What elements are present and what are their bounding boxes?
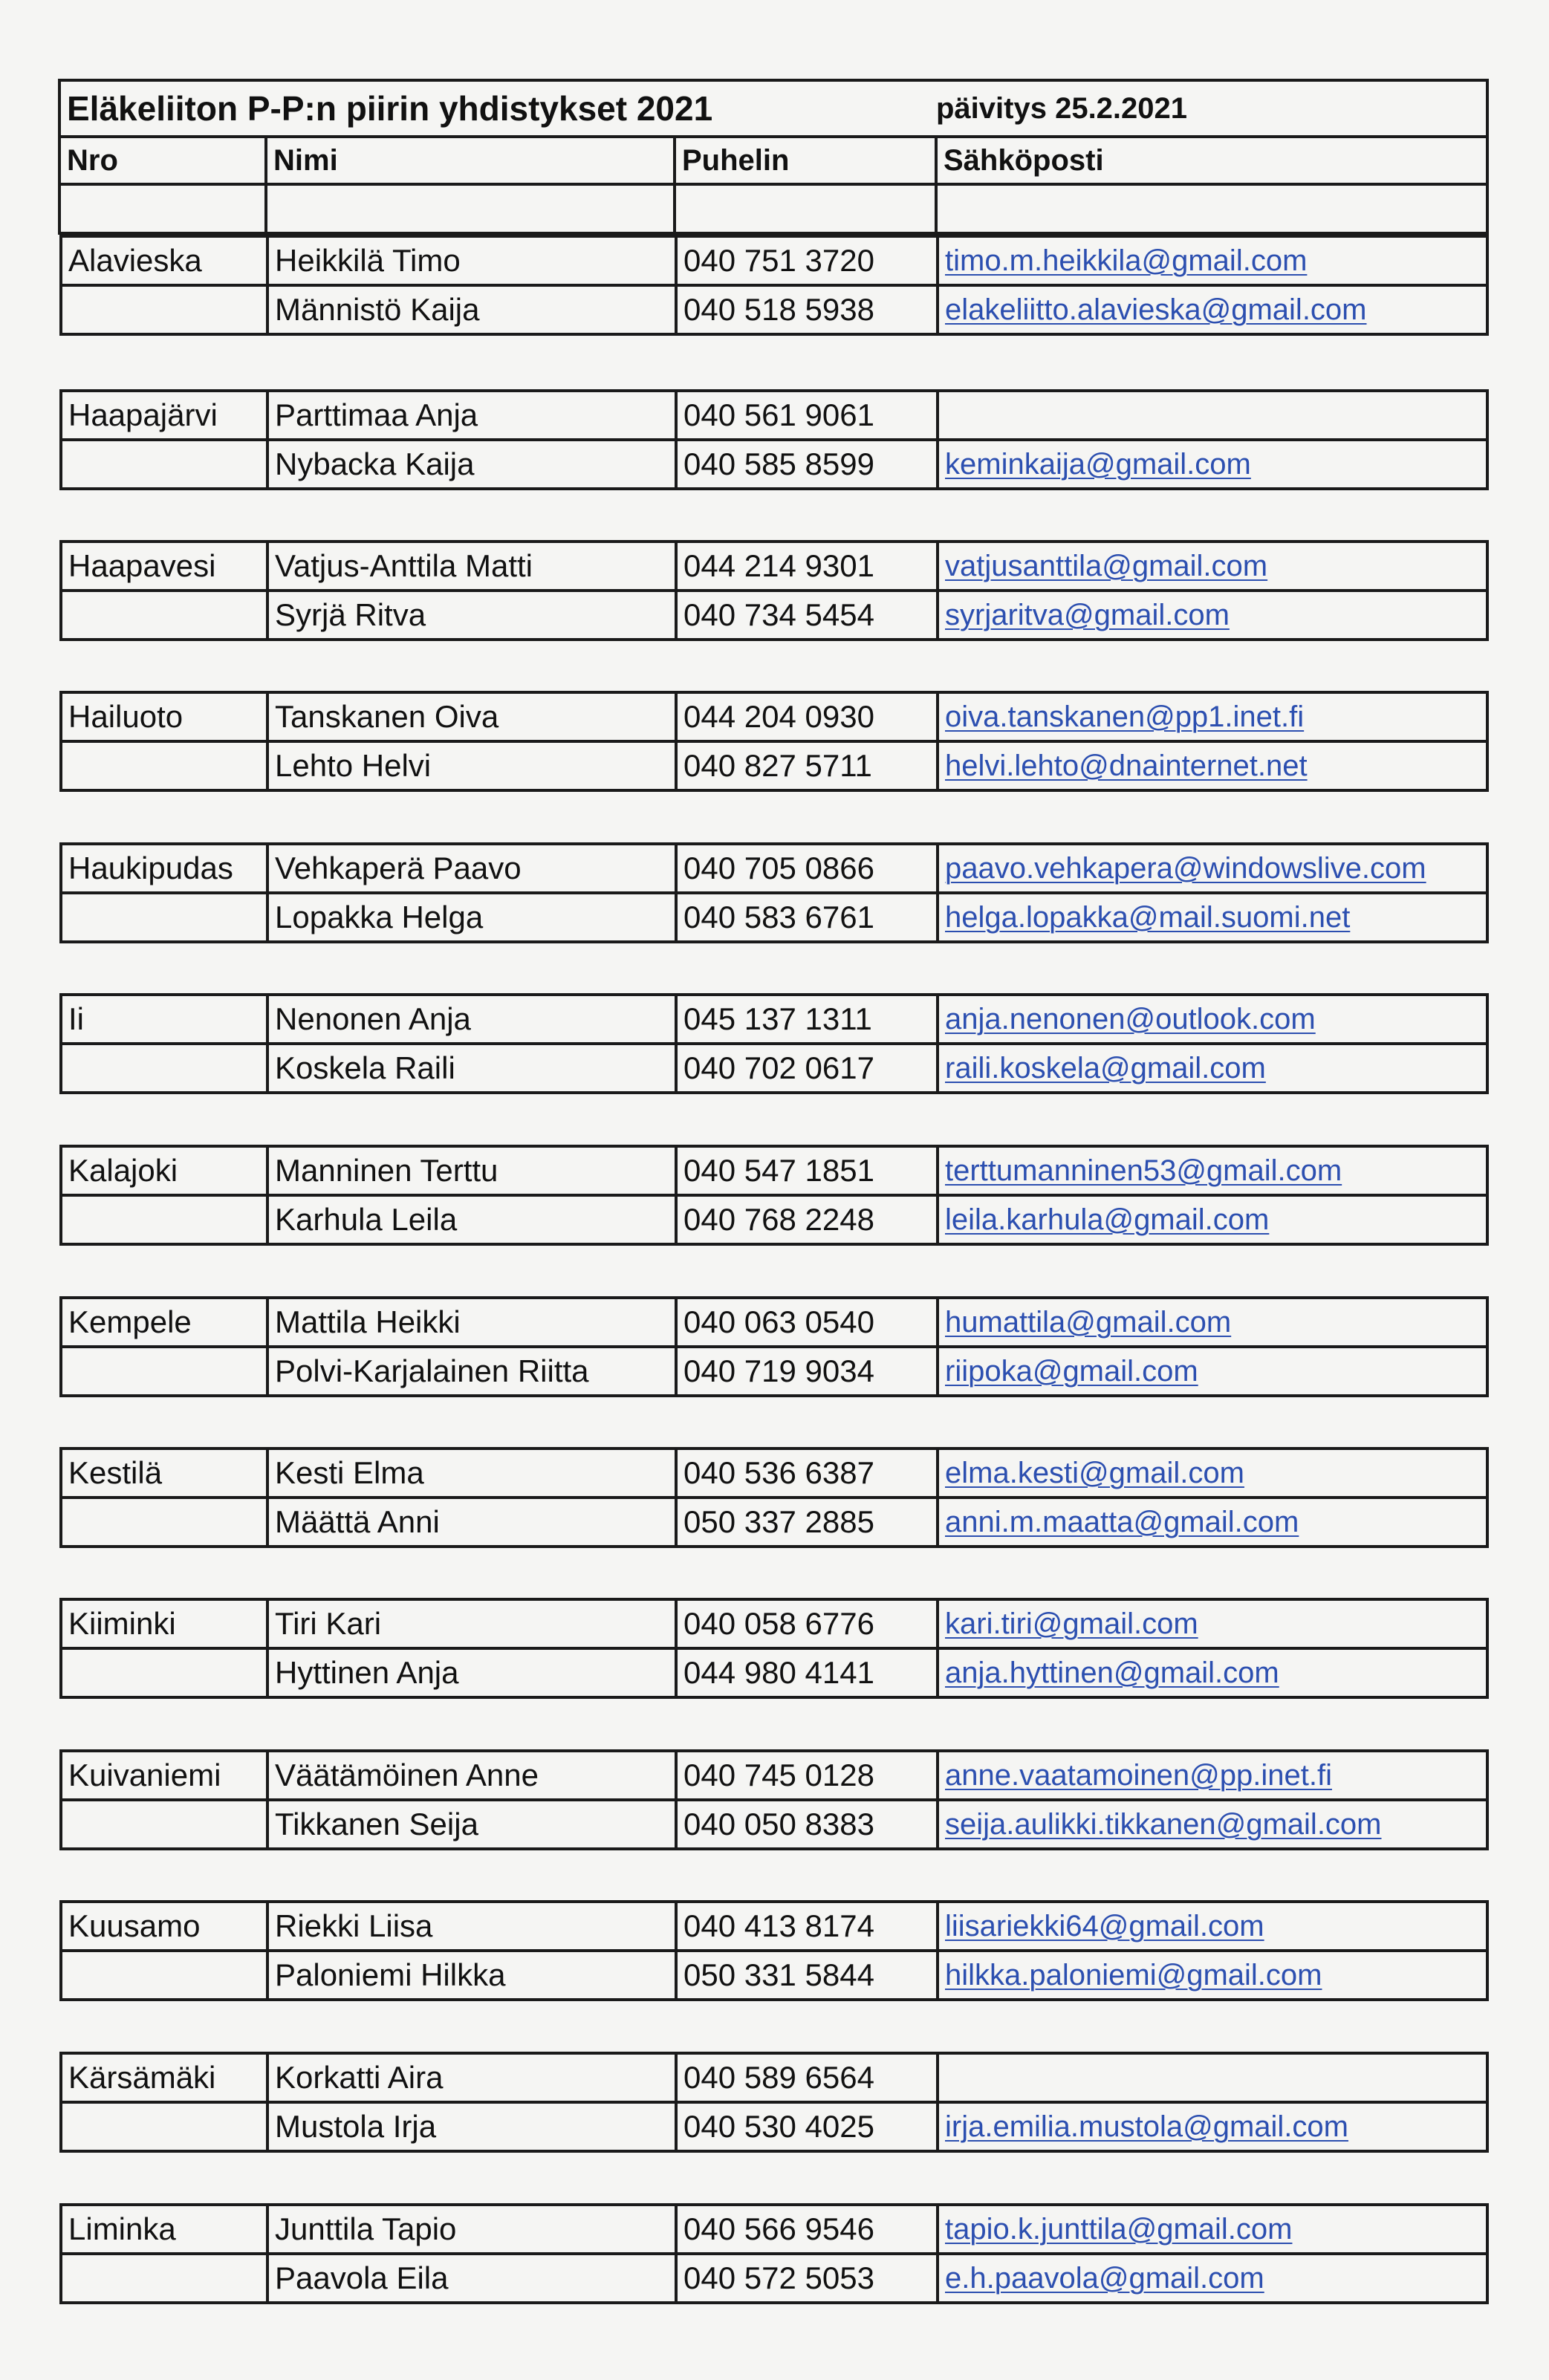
email-link[interactable]: raili.koskela@gmail.com: [945, 1051, 1266, 1085]
name-cell: Lopakka Helga: [269, 894, 678, 940]
name-cell: Nenonen Anja: [269, 996, 678, 1042]
email-link[interactable]: vatjusanttila@gmail.com: [945, 549, 1268, 582]
table-row: [62, 1345, 1486, 1394]
name-cell: Junttila Tapio: [269, 2206, 678, 2252]
email-link[interactable]: anja.nenonen@outlook.com: [945, 1002, 1316, 1035]
place-cell: [62, 1197, 269, 1243]
blank-cell: [938, 186, 1486, 232]
table-row: [62, 891, 1486, 940]
table-row: [62, 543, 1486, 589]
place-cell: Alavieska: [62, 238, 269, 284]
table-row: [62, 740, 1486, 789]
email-link[interactable]: elakeliitto.alavieska@gmail.com: [945, 293, 1367, 326]
email-link[interactable]: terttumanninen53@gmail.com: [945, 1154, 1342, 1187]
name-cell: Kesti Elma: [269, 1450, 678, 1496]
table-row: [62, 2206, 1486, 2252]
phone-cell: 050 337 2885: [678, 1499, 939, 1545]
update-date: päivitys 25.2.2021: [936, 91, 1188, 125]
name-cell: Parttimaa Anja: [269, 392, 678, 438]
email-link[interactable]: helvi.lehto@dnainternet.net: [945, 749, 1308, 782]
table-row: [62, 1299, 1486, 1345]
name-cell: Riekki Liisa: [269, 1903, 678, 1949]
name-cell: Manninen Terttu: [269, 1148, 678, 1194]
phone-cell: 040 589 6564: [678, 2055, 939, 2101]
table-row: [62, 392, 1486, 438]
table-row: [62, 1601, 1486, 1647]
group-haapavesi: [59, 540, 1489, 641]
title-row: [61, 82, 1486, 138]
email-link[interactable]: timo.m.heikkila@gmail.com: [945, 244, 1308, 277]
table-row: [62, 1752, 1486, 1798]
phone-cell: 040 058 6776: [678, 1601, 939, 1647]
phone-cell: 040 547 1851: [678, 1148, 939, 1194]
email-link[interactable]: hilkka.paloniemi@gmail.com: [945, 1958, 1322, 1992]
table-row: [62, 1148, 1486, 1194]
group-kuusamo: [59, 1900, 1489, 2001]
table-row: [62, 694, 1486, 740]
phone-cell: 040 518 5938: [678, 287, 939, 333]
place-cell: [62, 1801, 269, 1847]
name-cell: Väätämöinen Anne: [269, 1752, 678, 1798]
phone-cell: 040 768 2248: [678, 1197, 939, 1243]
name-cell: Heikkilä Timo: [269, 238, 678, 284]
group-haapajarvi: [59, 389, 1489, 490]
email-link[interactable]: irja.emilia.mustola@gmail.com: [945, 2110, 1348, 2143]
group-liminka: [59, 2203, 1489, 2304]
column-header-puhelin: Puhelin: [676, 138, 938, 183]
phone-cell: 040 827 5711: [678, 743, 939, 789]
place-cell: Kärsämäki: [62, 2055, 269, 2101]
column-header-nro: Nro: [61, 138, 267, 183]
email-link[interactable]: elma.kesti@gmail.com: [945, 1456, 1244, 1489]
table-row: [62, 996, 1486, 1042]
group-kalajoki: [59, 1145, 1489, 1246]
place-cell: [62, 2104, 269, 2150]
email-link[interactable]: humattila@gmail.com: [945, 1305, 1232, 1339]
email-link[interactable]: keminkaija@gmail.com: [945, 447, 1251, 481]
group-haukipudas: [59, 842, 1489, 943]
place-cell: [62, 1650, 269, 1696]
column-header-sahkoposti: Sähköposti: [944, 143, 1104, 177]
name-cell: Nybacka Kaija: [269, 441, 678, 487]
place-cell: [62, 592, 269, 638]
name-cell: Hyttinen Anja: [269, 1650, 678, 1696]
name-cell: Männistö Kaija: [269, 287, 678, 333]
table-row: [62, 2252, 1486, 2301]
place-cell: [62, 1348, 269, 1394]
place-cell: [62, 894, 269, 940]
email-link[interactable]: syrjaritva@gmail.com: [945, 598, 1230, 631]
group-kempele: [59, 1296, 1489, 1397]
name-cell: Paavola Eila: [269, 2255, 678, 2301]
table-row: [62, 284, 1486, 333]
phone-cell: 040 050 8383: [678, 1801, 939, 1847]
place-cell: Ii: [62, 996, 269, 1042]
phone-cell: 040 751 3720: [678, 238, 939, 284]
table-row: [62, 438, 1486, 487]
phone-cell: 040 583 6761: [678, 894, 939, 940]
table-row: [62, 845, 1486, 891]
name-cell: Vehkaperä Paavo: [269, 845, 678, 891]
table-row: [62, 1647, 1486, 1696]
phone-cell: 040 413 8174: [678, 1903, 939, 1949]
group-kestila: [59, 1447, 1489, 1548]
blank-cell: [267, 186, 676, 232]
name-cell: Syrjä Ritva: [269, 592, 678, 638]
place-cell: [62, 743, 269, 789]
name-cell: Lehto Helvi: [269, 743, 678, 789]
phone-cell: 044 980 4141: [678, 1650, 939, 1696]
place-cell: Haukipudas: [62, 845, 269, 891]
place-cell: [62, 2255, 269, 2301]
group-hailuoto: [59, 691, 1489, 792]
place-cell: Kiiminki: [62, 1601, 269, 1647]
email-link[interactable]: oiva.tanskanen@pp1.inet.fi: [945, 700, 1305, 733]
group-kiiminki: [59, 1598, 1489, 1699]
email-link[interactable]: liisariekki64@gmail.com: [945, 1909, 1264, 1942]
phone-cell: 040 063 0540: [678, 1299, 939, 1345]
email-link[interactable]: anni.m.maatta@gmail.com: [945, 1505, 1299, 1538]
email-link[interactable]: e.h.paavola@gmail.com: [945, 2261, 1264, 2295]
name-cell: Määttä Anni: [269, 1499, 678, 1545]
name-cell: Mattila Heikki: [269, 1299, 678, 1345]
email-link[interactable]: paavo.vehkapera@windowslive.com: [945, 851, 1426, 885]
group-alavieska: [59, 235, 1489, 336]
blank-cell: [61, 186, 267, 232]
name-cell: Korkatti Aira: [269, 2055, 678, 2101]
name-cell: Polvi-Karjalainen Riitta: [269, 1348, 678, 1394]
place-cell: [62, 1499, 269, 1545]
place-cell: Haapavesi: [62, 543, 269, 589]
email-link[interactable]: anja.hyttinen@gmail.com: [945, 1656, 1279, 1689]
phone-cell: 040 585 8599: [678, 441, 939, 487]
email-link[interactable]: riipoka@gmail.com: [945, 1354, 1198, 1388]
name-cell: Paloniemi Hilkka: [269, 1952, 678, 1998]
phone-cell: 050 331 5844: [678, 1952, 939, 1998]
phone-cell: 040 719 9034: [678, 1348, 939, 1394]
name-cell: Mustola Irja: [269, 2104, 678, 2150]
place-cell: Kuivaniemi: [62, 1752, 269, 1798]
email-link[interactable]: anne.vaatamoinen@pp.inet.fi: [945, 1758, 1332, 1792]
group-kuivaniemi: [59, 1749, 1489, 1850]
blank-row: [61, 186, 1486, 232]
phone-cell: 040 745 0128: [678, 1752, 939, 1798]
table-row: [62, 1194, 1486, 1243]
place-cell: Kuusamo: [62, 1903, 269, 1949]
email-link[interactable]: helga.lopakka@mail.suomi.net: [945, 900, 1351, 934]
phone-cell: 040 561 9061: [678, 392, 939, 438]
phone-cell: 040 702 0617: [678, 1045, 939, 1091]
table-row: [62, 2101, 1486, 2150]
table-row: [62, 1496, 1486, 1545]
column-header-row: [61, 138, 1486, 186]
name-cell: Tiri Kari: [269, 1601, 678, 1647]
phone-cell: 045 137 1311: [678, 996, 939, 1042]
email-link[interactable]: kari.tiri@gmail.com: [945, 1607, 1198, 1640]
page-title: Eläkeliiton P-P:n piirin yhdistykset 2021: [67, 89, 713, 128]
phone-cell: 044 204 0930: [678, 694, 939, 740]
place-cell: Hailuoto: [62, 694, 269, 740]
name-cell: Vatjus-Anttila Matti: [269, 543, 678, 589]
phone-cell: 040 566 9546: [678, 2206, 939, 2252]
column-header-nimi: Nimi: [267, 138, 676, 183]
header-table: [58, 79, 1489, 235]
table-row: [62, 1450, 1486, 1496]
place-cell: [62, 1952, 269, 1998]
table-row: [62, 1798, 1486, 1847]
place-cell: Haapajärvi: [62, 392, 269, 438]
blank-cell: [676, 186, 938, 232]
table-row: [62, 1949, 1486, 1998]
phone-cell: 040 536 6387: [678, 1450, 939, 1496]
email-link[interactable]: seija.aulikki.tikkanen@gmail.com: [945, 1807, 1382, 1841]
name-cell: Karhula Leila: [269, 1197, 678, 1243]
table-row: [62, 2055, 1486, 2101]
place-cell: Liminka: [62, 2206, 269, 2252]
name-cell: Tanskanen Oiva: [269, 694, 678, 740]
place-cell: Kalajoki: [62, 1148, 269, 1194]
phone-cell: 040 572 5053: [678, 2255, 939, 2301]
place-cell: Kempele: [62, 1299, 269, 1345]
place-cell: [62, 441, 269, 487]
table-row: [62, 1903, 1486, 1949]
phone-cell: 040 734 5454: [678, 592, 939, 638]
table-row: [62, 589, 1486, 638]
place-cell: Kestilä: [62, 1450, 269, 1496]
group-karsamaki: [59, 2052, 1489, 2153]
place-cell: [62, 1045, 269, 1091]
table-row: [62, 1042, 1486, 1091]
group-ii: [59, 993, 1489, 1094]
phone-cell: 040 705 0866: [678, 845, 939, 891]
place-cell: [62, 287, 269, 333]
phone-cell: 044 214 9301: [678, 543, 939, 589]
table-row: [62, 238, 1486, 284]
email-link[interactable]: tapio.k.junttila@gmail.com: [945, 2212, 1293, 2246]
name-cell: Tikkanen Seija: [269, 1801, 678, 1847]
email-link[interactable]: leila.karhula@gmail.com: [945, 1203, 1270, 1236]
phone-cell: 040 530 4025: [678, 2104, 939, 2150]
name-cell: Koskela Raili: [269, 1045, 678, 1091]
